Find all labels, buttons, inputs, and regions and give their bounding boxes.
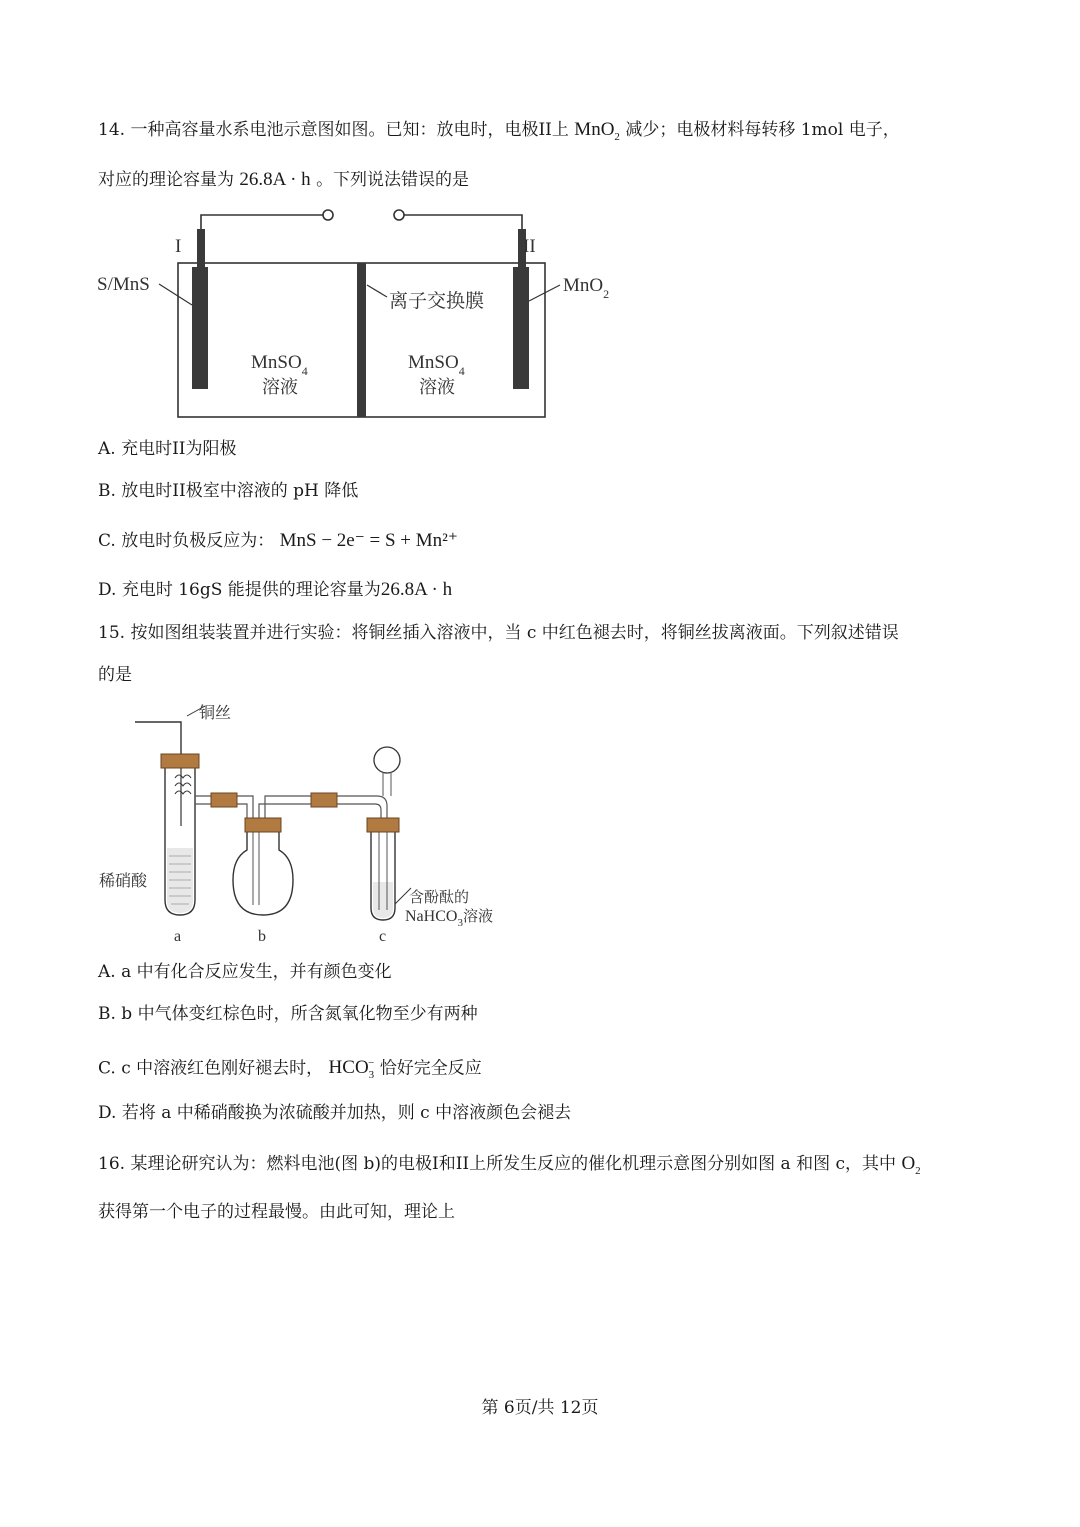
stopper-b xyxy=(245,818,281,832)
q16-stem-line1: 16. 某理论研究认为：燃料电池(图 b)的电极I和II上所发生反应的催化机理示意图分别如图 a 和图 c，其中 $O_2$ xyxy=(98,1153,921,1177)
mno2-label: MnO$_2$ xyxy=(563,275,610,301)
terminal-right xyxy=(394,210,404,220)
terminal-left xyxy=(323,210,333,220)
indicator-solution xyxy=(373,882,393,918)
stopper-a xyxy=(161,754,199,768)
q16-stem-line2: 获得第一个电子的过程最慢。由此可知，理论上 xyxy=(98,1202,455,1222)
q14-option-c-formula: MnS − 2e⁻ = S + Mn²⁺ xyxy=(279,530,458,551)
dilute-nitric-acid xyxy=(167,848,193,913)
rubber-joint-1 xyxy=(211,793,237,807)
right-solution-formula: MnSO$_4$ xyxy=(408,352,465,378)
q14-option-c: C. 放电时负极反应为： MnS − 2e⁻ = S + Mn²⁺ xyxy=(98,530,458,551)
label-c: c xyxy=(379,928,387,945)
electrode-ii xyxy=(513,267,529,389)
stopper-c xyxy=(367,818,399,832)
membrane-label: 离子交换膜 xyxy=(389,290,485,312)
q15-option-a: A. a 中有化合反应发生，并有颜色变化 xyxy=(98,962,392,982)
q15-stem-line2: 的是 xyxy=(98,665,132,685)
label-a: a xyxy=(174,928,182,945)
q15-option-d: D. 若将 a 中稀硝酸换为浓硫酸并加热，则 c 中溶液颜色会褪去 xyxy=(98,1103,572,1123)
q16-number: 16. xyxy=(98,1154,126,1174)
electrode-i-label: I xyxy=(175,236,182,257)
o2-formula: $O_2$ xyxy=(901,1153,921,1177)
flask-b xyxy=(233,830,293,915)
mno2-formula: MnO$_2$ xyxy=(574,119,620,143)
q14-option-b: B. 放电时II极室中溶液的 pH 降低 xyxy=(98,481,359,501)
s-mns-label: S/MnS xyxy=(97,274,150,295)
q14-option-a: A. 充电时II为阳极 xyxy=(98,439,237,459)
q14-option-d-value: 26.8A · h xyxy=(380,579,453,600)
q14-option-d: D. 充电时 16gS 能提供的理论容量为26.8A · h xyxy=(98,579,453,600)
left-solution-word: 溶液 xyxy=(262,377,298,398)
copper-wire-label: 铜丝 xyxy=(199,703,232,722)
ion-exchange-membrane xyxy=(357,263,366,417)
hco3-formula: $HCO_3^-$ xyxy=(328,1057,375,1082)
q15-option-c: C. c 中溶液红色刚好褪去时， $HCO_3^-$ 恰好完全反应 xyxy=(98,1057,482,1082)
indicator-label-2: NaHCO$_3$溶液 xyxy=(405,907,493,929)
right-solution-word: 溶液 xyxy=(419,377,455,398)
q14-stem-line2: 对应的理论容量为 26.8A · h 。下列说法错误的是 xyxy=(98,169,470,190)
q14-stem-line1: 14. 一种高容量水系电池示意图如图。已知：放电时，电极II上 MnO$_2$ 减少；电极材料每转移 1mol 电子， xyxy=(98,119,900,143)
electrode-ii-label: II xyxy=(523,236,536,257)
electrode-i xyxy=(192,267,208,389)
q15-number: 15. xyxy=(98,623,126,643)
drying-bulb xyxy=(374,747,400,773)
q15-stem-line1: 15. 按如图组装装置并进行实验：将铜丝插入溶液中，当 c 中红色褪去时，将铜丝拔离液面。下列叙述错误 xyxy=(98,623,899,643)
capacity-value: 26.8A · h xyxy=(239,169,311,190)
dilute-acid-label: 稀硝酸 xyxy=(99,871,148,890)
q14-number: 14. xyxy=(98,120,126,140)
indicator-label-1: 含酚酞的 xyxy=(409,888,470,906)
left-solution-formula: MnSO$_4$ xyxy=(251,352,308,378)
apparatus-diagram xyxy=(95,700,535,950)
battery-diagram xyxy=(95,205,635,425)
page-footer: 第 6页/共 12页 xyxy=(481,1398,599,1418)
rubber-joint-2 xyxy=(311,793,337,807)
label-b: b xyxy=(258,928,266,945)
q15-option-b: B. b 中气体变红棕色时，所含氮氧化物至少有两种 xyxy=(98,1004,478,1024)
